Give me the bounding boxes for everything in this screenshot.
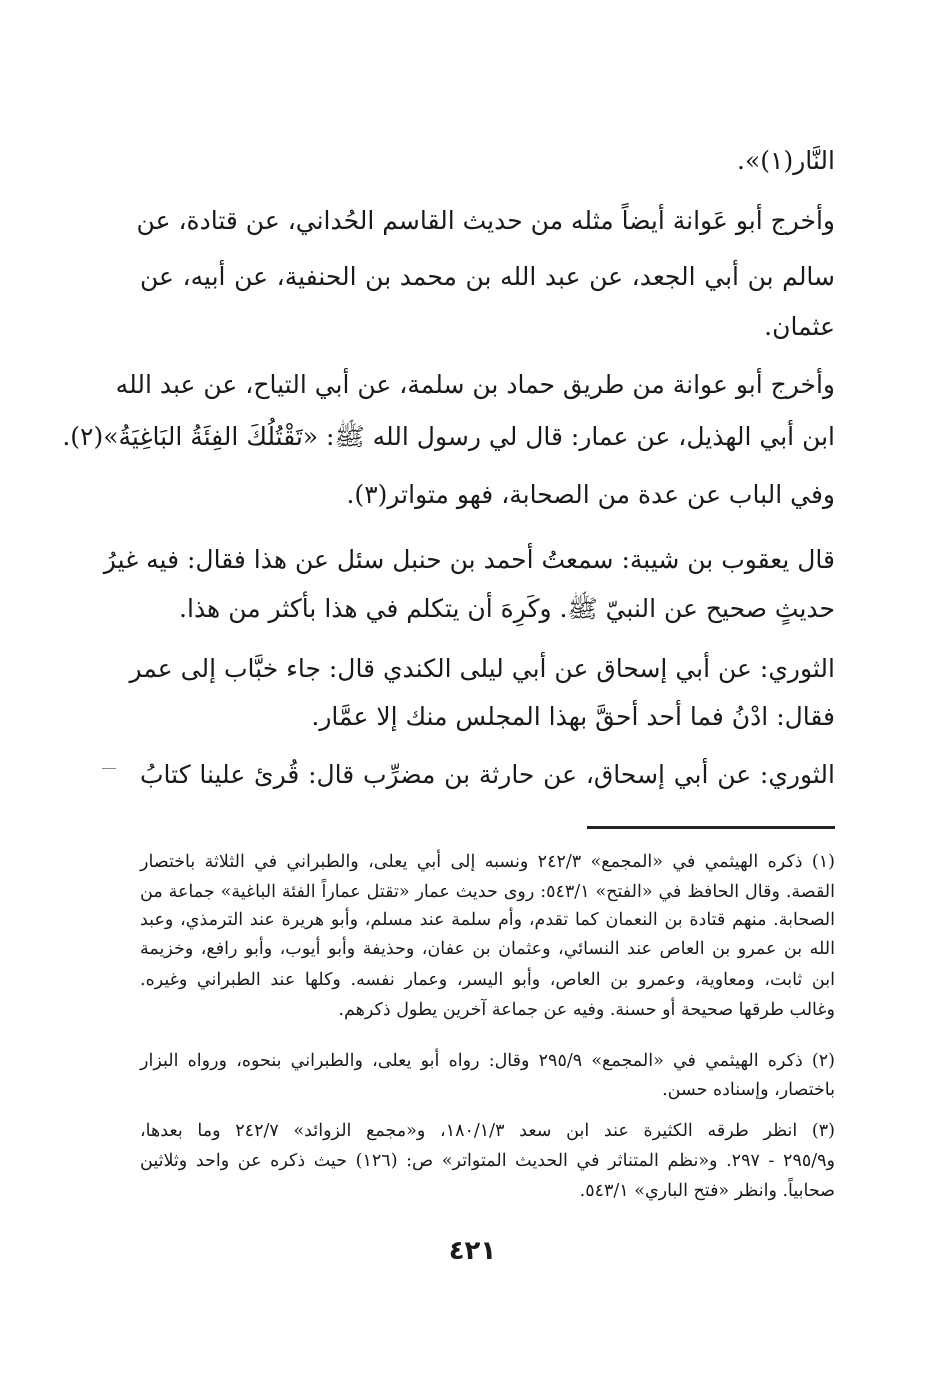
text-line: وأخرج أبو عَوانة أيضاً مثله من حديث القاسم الحُداني، عن قتادة، عن xyxy=(136,206,835,235)
footnote-line: وغالب طرقها صحيحة أو حسنة. وفيه عن جماعة آخرين يطول ذكرهم. xyxy=(338,1000,835,1020)
text-line: ابن أبي الهذيل، عن عمار: قال لي رسول الله ﷺ: «تَقْتُلُكَ الفِئَةُ البَاغِيَةُ»(٢). xyxy=(62,422,835,451)
paragraph-mutawatir: وفي الباب عن عدة من الصحابة، فهو متواتر(٣). xyxy=(346,480,835,509)
footnote-line: (٣) انظر طرقه الكثيرة عند ابن سعد ١٨٠/١/٣، و«مجمع الزوائد» ٢٤٢/٧ وما بعدها، xyxy=(140,1121,835,1141)
footnote-line: القصة. وقال الحافظ في «الفتح» ٥٤٣/١: روى حديث عمار «تقتل عماراً الفئة الباغية» جماعة من xyxy=(140,882,835,902)
text-line: وأخرج أبو عوانة من طريق حماد بن سلمة، عن أبي التياح، عن عبد الله xyxy=(115,370,835,399)
text-line: سالم بن أبي الجعد، عن عبد الله بن محمد بن الحنفية، عن أبيه، عن xyxy=(140,262,835,291)
margin-mark xyxy=(102,768,116,769)
page-number: ٤٢١ xyxy=(448,1236,497,1266)
footnote-line: و٢٩٥/٩ - ٢٩٧. و«نظم المتناثر في الحديث المتواتر» ص: (١٢٦) حيث ذكره عن واحد وثلاثين xyxy=(140,1151,835,1171)
footnote-separator xyxy=(587,826,835,829)
text-line: عثمان. xyxy=(764,312,835,341)
text-line: الثوري: عن أبي إسحاق عن أبي ليلى الكندي قال: جاء خبَّاب إلى عمر xyxy=(129,654,835,683)
carry-over-line: النَّار(١)». xyxy=(737,146,835,175)
text-line: حديثٍ صحيح عن النبيّ ﷺ. وكَرِهَ أن يتكلم في هذا بأكثر من هذا. xyxy=(179,594,835,623)
footnote-line: باختصار، وإسناده حسن. xyxy=(662,1080,835,1100)
text-line: قال يعقوب بن شيبة: سمعتُ أحمد بن حنبل سئل عن هذا فقال: فيه غيرُ xyxy=(103,545,835,574)
text-line: فقال: ادْنُ فما أحد أحقَّ بهذا المجلس منك إلا عمَّار. xyxy=(311,702,835,731)
paragraph-thawri-2: الثوري: عن أبي إسحاق، عن حارثة بن مضرِّب قال: قُرئ علينا كتابُ xyxy=(140,760,835,789)
footnote-line: (٢) ذكره الهيثمي في «المجمع» ٢٩٥/٩ وقال: رواه أبو يعلى، والطبراني بنحوه، ورواه البزار xyxy=(140,1051,835,1071)
footnote-line: الصحابة. منهم قتادة بن النعمان كما تقدم، وأم سلمة عند مسلم، وأبو هريرة عند الترمذي، وعبد xyxy=(140,910,835,930)
footnote-line: صحابياً. وانظر «فتح الباري» ٥٤٣/١. xyxy=(579,1181,835,1201)
footnote-line: ابن ثابت، ومعاوية، وعمرو بن العاص، وأبو اليسر، وعمار نفسه. وكلها عند الطبراني وغيره. xyxy=(140,970,835,990)
footnote-line: (١) ذكره الهيثمي في «المجمع» ٢٤٢/٣ ونسبه إلى أبي يعلى، والطبراني في الثلاثة باختصار xyxy=(140,852,835,872)
footnote-line: الله بن عمرو بن العاص عند النسائي، وعثمان بن عفان، وحذيفة وأبو أيوب، وأبو رافع، وخزيمة xyxy=(140,939,835,959)
